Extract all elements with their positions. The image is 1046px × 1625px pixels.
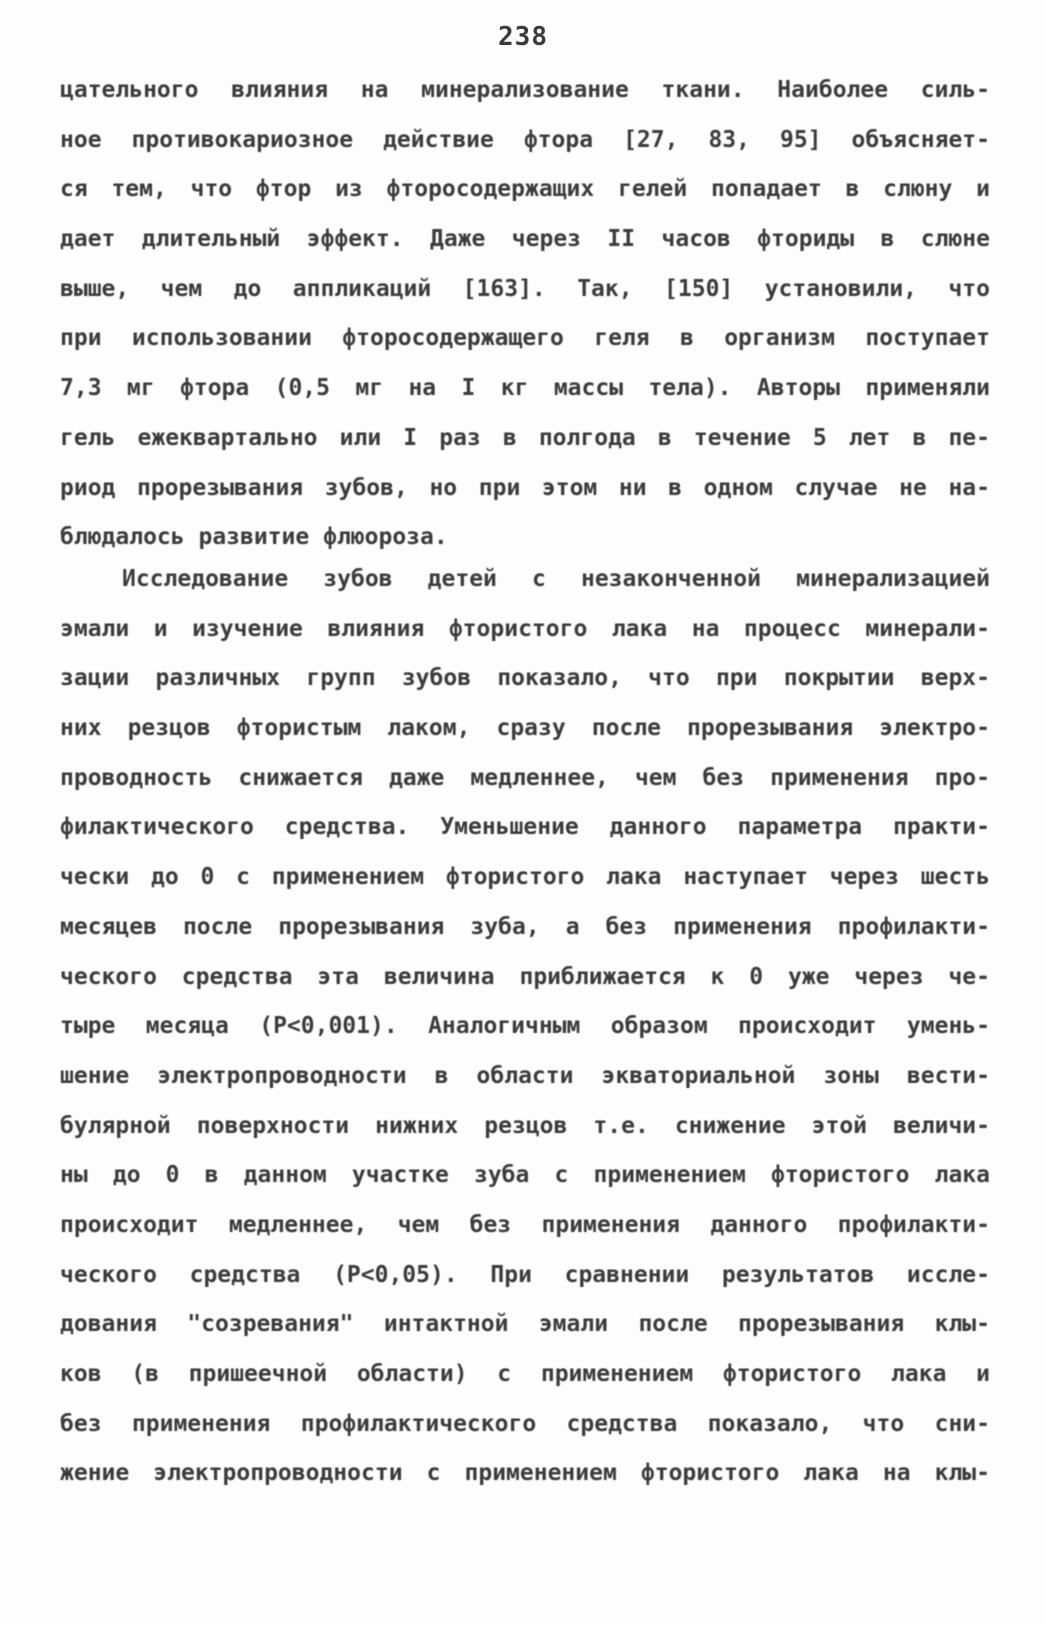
text-line: выше, чем до аппликаций [163]. Так, [150] установили, что [60,275,990,302]
text-line: зации различных групп зубов показало, что при покрытии верх- [60,665,990,692]
text-line: ческого средства (Р<0,05). При сравнении результатов иссле- [60,1261,990,1288]
text-line: гель ежеквартально или I раз в полгода в течение 5 лет в пе- [60,424,990,451]
text-line: месяцев после прорезывания зуба, а без применения профилакти- [60,913,990,940]
text-line: ны до 0 в данном участке зуба с применением фтористого лака [60,1162,990,1189]
text-line: при использовании фторосодержащего геля в организм поступает [60,325,990,352]
text-line: цательного влияния на минерализование ткани. Наиболее силь- [60,77,990,103]
text-line: ческого средства эта величина приближается к 0 уже через че- [60,963,990,990]
text-line: без применения профилактического средства показало, что сни- [60,1410,990,1437]
text-line: 7,3 мг фтора (0,5 мг на I кг массы тела). Авторы применяли [60,375,990,402]
text-line: них резцов фтористым лаком, сразу после прорезывания электро- [60,715,990,742]
text-line: дования "созревания" интактной эмали после прорезывания клы- [60,1311,990,1338]
text-line: блюдалось развитие флюороза. [60,524,448,551]
text-line: филактического средства. Уменьшение данного параметра практи- [60,814,990,841]
text-line: жение электропроводности с применением фтористого лака на клы- [60,1460,990,1487]
text-line: булярной поверхности нижних резцов т.е. снижение этой величи- [60,1112,990,1139]
text-line: риод прорезывания зубов, но при этом ни в одном случае не на- [60,474,990,501]
paragraph-2 [60,555,990,1499]
text-line: шение электропроводности в области экваториальной зоны вести- [60,1062,990,1089]
text-line: дает длительный эффект. Даже через II часов фториды в слюне [60,226,990,253]
text-line: тыре месяца (Р<0,001). Аналогичным образом происходит умень- [60,1013,990,1040]
text-line: эмали и изучение влияния фтористого лака на процесс минерали- [60,615,990,642]
page-number: 238 [498,22,548,52]
text-line: чески до 0 с применением фтористого лака наступает через шесть [60,864,990,891]
text-line: проводность снижается даже медленнее, чем без применения про- [60,764,990,791]
paragraph-1 [60,66,990,563]
text-line: ков (в пришеечной области) с применением фтористого лака и [60,1361,990,1387]
text-line: Исследование зубов детей с незаконченной минерализацией [122,566,990,592]
text-line: ное противокариозное действие фтора [27, 83, 95] объясняет- [60,126,990,153]
text-line: происходит медленнее, чем без применения данного профилакти- [60,1211,990,1238]
text-line: ся тем, что фтор из фторосодержащих гелей попадает в слюну и [60,176,990,203]
